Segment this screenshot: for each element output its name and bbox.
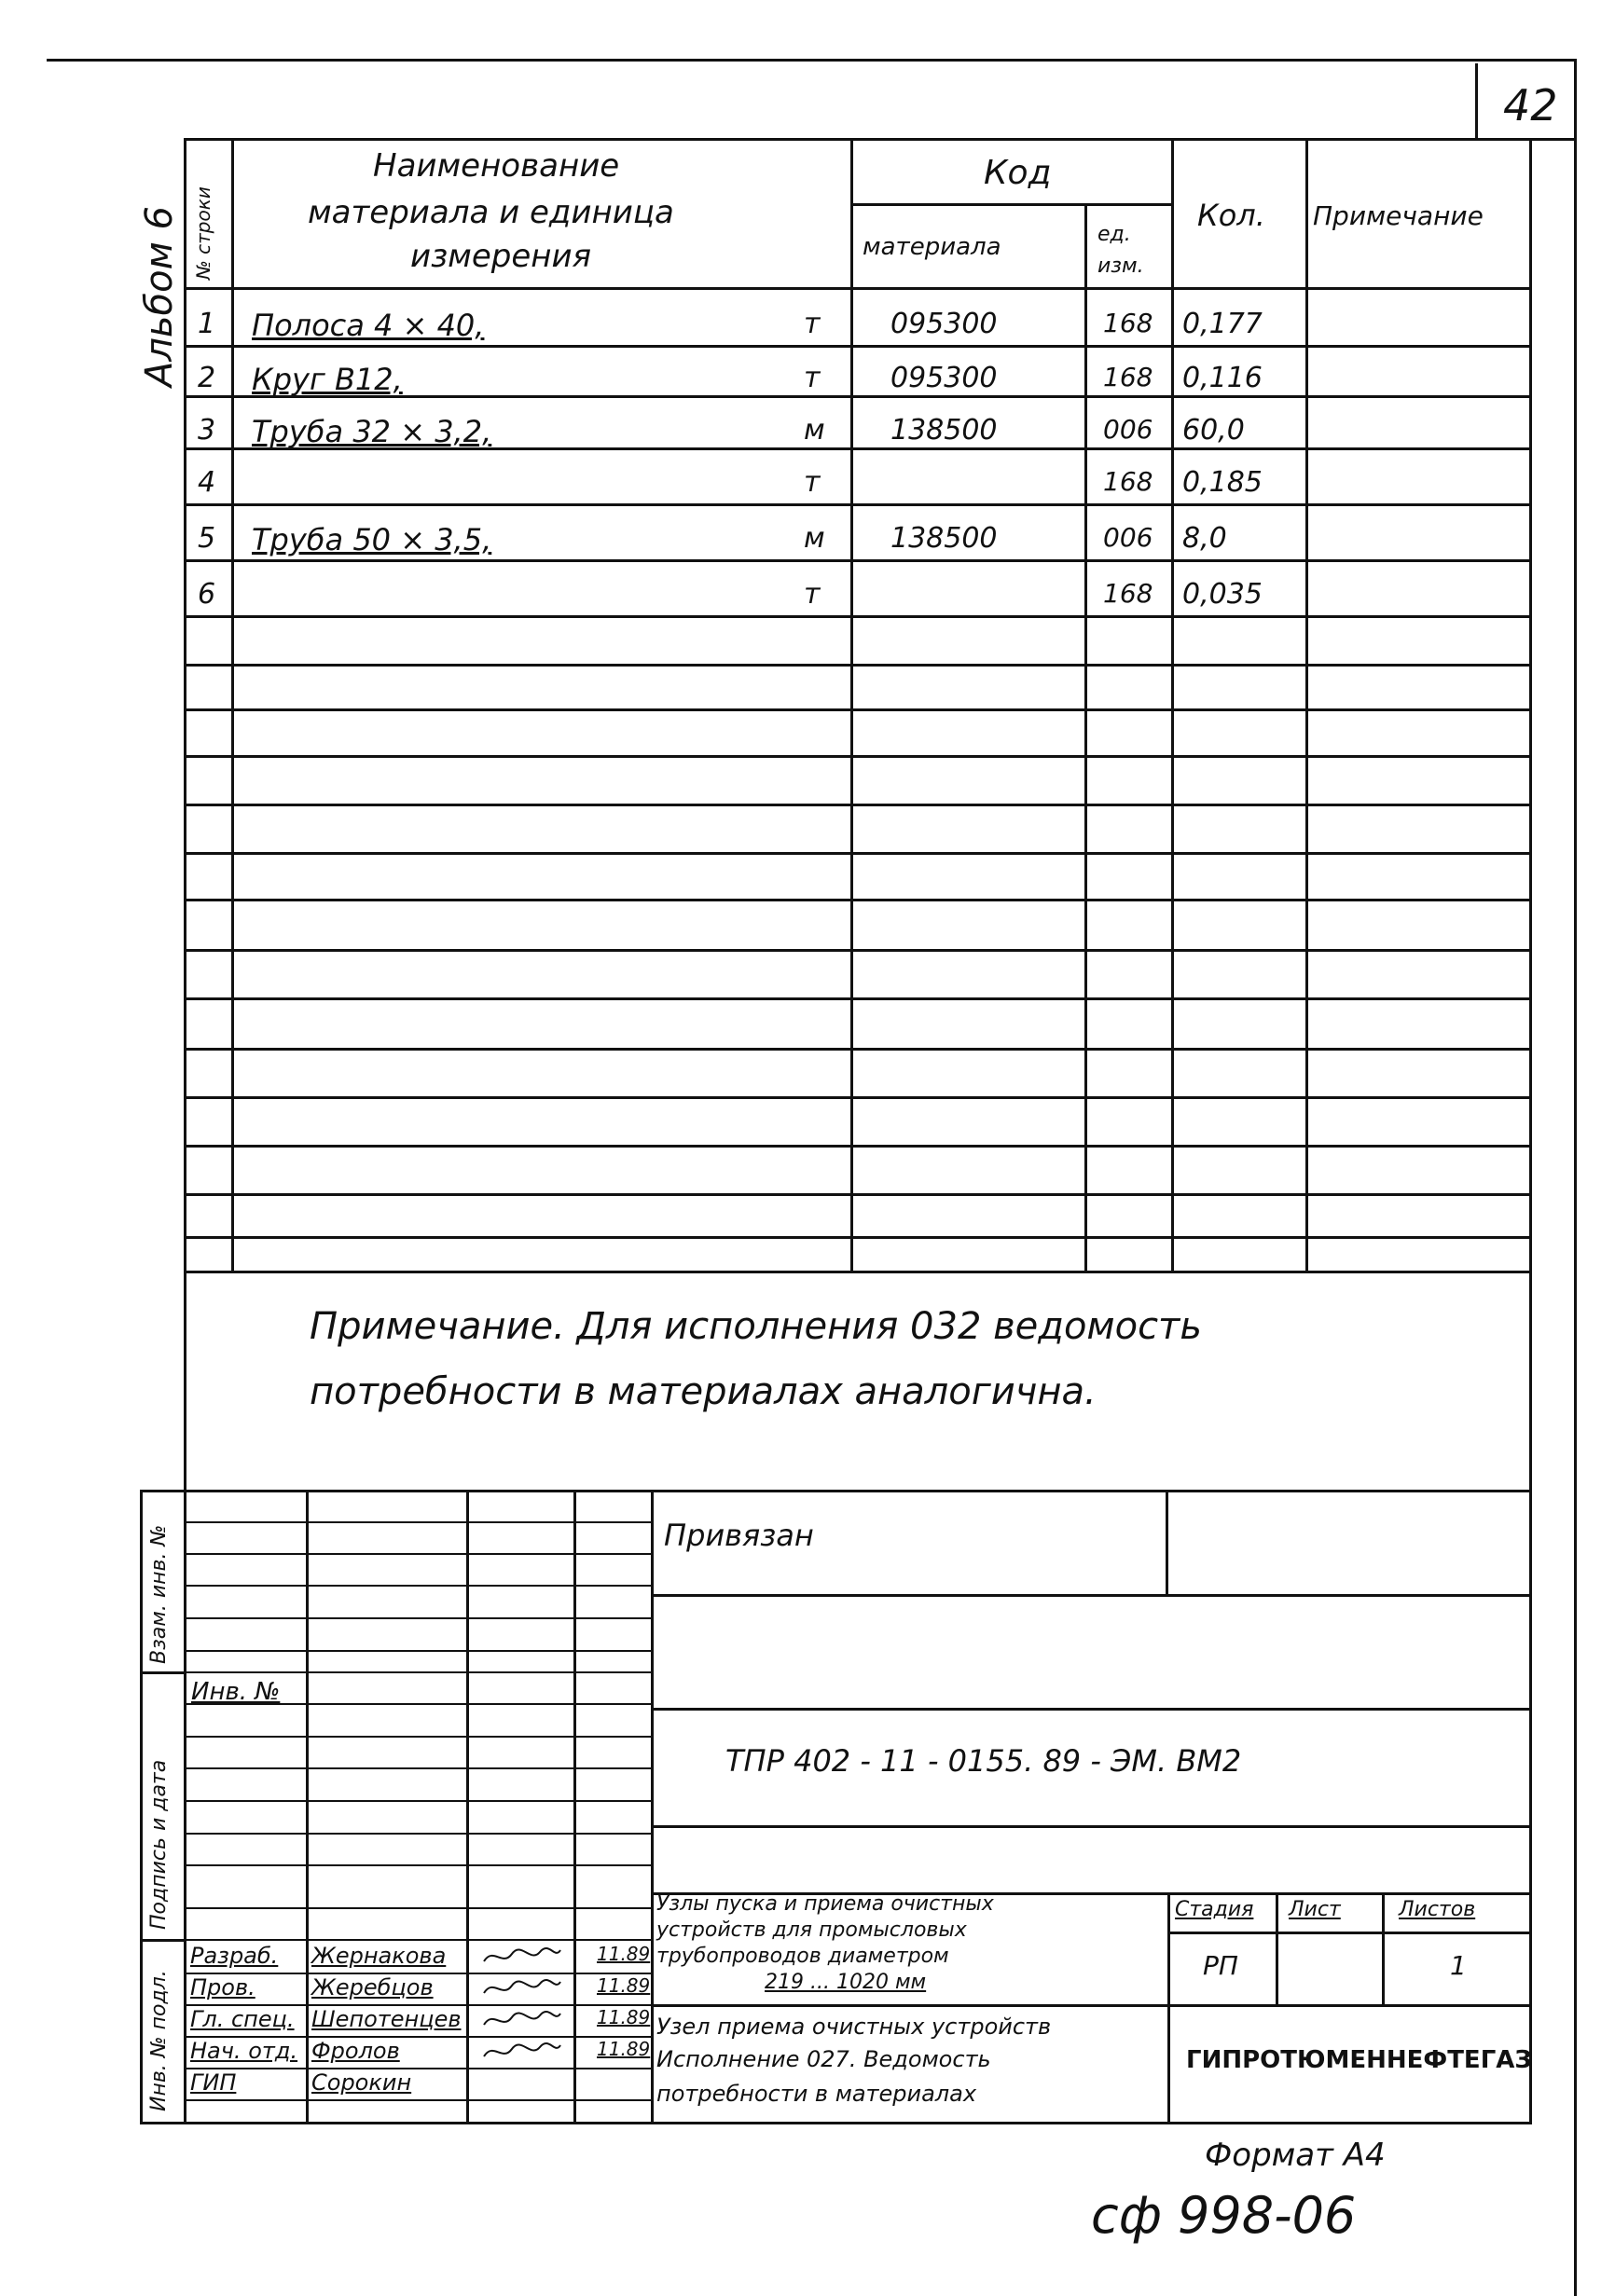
table-col-ucode [1084,203,1087,1271]
main-border-top [185,138,1531,141]
row-material-code: 138500 [890,522,998,555]
tb-sheet-col [1276,1892,1278,2004]
table-row-line [185,997,1531,1000]
row-number: 4 [198,466,216,499]
row-unit: м [804,414,825,447]
tb-privyazan-bottom [653,1594,1532,1597]
sheets-value: 1 [1450,1950,1467,1981]
title-block-row-line [185,2068,653,2069]
side-div-2 [140,1939,186,1942]
bottom-code: сф 998-06 [1091,2186,1357,2245]
staff-role: Разраб. [190,1943,279,1969]
org-name: ГИПРОТЮМЕННЕФТЕГАЗ [1186,2046,1532,2074]
table-row-line [185,852,1531,855]
desc-line-4: 219 ... 1020 мм [765,1971,927,1994]
row-unit-code: 006 [1103,414,1153,445]
title-block-row-line [185,1736,653,1738]
staff-date: 11.89 [597,1943,651,1965]
staff-name: Шепотенцев [311,2006,462,2032]
doc-code: ТПР 402 - 11 - 0155. 89 - ЭМ. ВМ2 [725,1743,1242,1779]
main-border-bottom [140,2122,1532,2124]
staff-role: Нач. отд. [190,2038,298,2064]
desc-line-3: трубопроводов диаметром [656,1945,949,1968]
table-row-line [185,1236,1531,1239]
row-unit: т [804,308,821,340]
staff-name: Жернакова [311,1943,447,1969]
row-qty: 0,177 [1182,308,1263,340]
tb-stage-label-line [1167,1932,1531,1934]
sheets-label: Листов [1399,1898,1476,1921]
row-qty: 8,0 [1182,522,1227,555]
table-row-line [185,1048,1531,1051]
staff-date: 11.89 [597,2038,651,2060]
row-unit: т [804,466,821,499]
header-name-line-2: материала и единица [308,194,674,231]
staff-role: ГИП [190,2069,237,2096]
table-row-line [185,708,1531,711]
table-row-line [185,1145,1531,1148]
row-material-code: 095300 [890,308,998,340]
staff-signature [480,2006,564,2038]
header-code-material: материала [863,233,1001,261]
staff-role: Гл. спец. [190,2006,295,2032]
staff-signature [480,1943,564,1974]
row-unit: т [804,362,821,394]
header-name-line-3: измерения [410,238,592,275]
right-border-outer [1574,59,1577,2296]
title-block-row-line [185,1833,653,1835]
tb-stage-col [1167,1892,1170,2124]
row-qty: 0,116 [1182,362,1263,394]
side-label-vzam: Взам. инв. № [147,1524,171,1664]
table-row-line [185,949,1531,952]
staff-signature [480,2038,564,2069]
row-name: Полоса 4 × 40, [252,308,485,343]
title-block-row-line [185,1800,653,1802]
table-col-qty [1171,138,1174,1271]
left-strip-outer [140,1490,143,2124]
tb-code-bottom [653,1825,1532,1828]
side-label-podpis: Подпись и дата [147,1759,171,1930]
title-block-row-line [185,1521,653,1523]
header-name-line-1: Наименование [373,147,620,185]
note-line-2: потребности в материалах аналогична. [310,1370,1097,1413]
staff-signature [480,1974,564,2006]
tb-code-top [653,1708,1532,1711]
title-block-row-line [185,1939,653,1941]
stage-label: Стадия [1175,1898,1254,1921]
row-number: 3 [198,414,216,447]
row-material-code: 138500 [890,414,998,447]
title-block-row-line [185,1617,653,1619]
note-line-1: Примечание. Для исполнения 032 ведомость [310,1305,1202,1348]
title-line-2: Исполнение 027. Ведомость [656,2046,991,2072]
top-rule [47,59,1576,62]
table-row-line [185,899,1531,901]
row-name: Труба 32 × 3,2, [252,414,492,449]
row-unit-code: 168 [1103,466,1153,497]
table-row-line [185,503,1531,506]
staff-name: Сорокин [311,2069,412,2096]
table-row-line [185,804,1531,806]
row-name: Круг В12, [252,362,403,397]
header-code-unit: ед. изм. [1097,223,1144,278]
privyazan-label: Привязан [664,1518,814,1553]
desc-line-1: Узлы пуска и приема очистных [656,1892,994,1916]
tb-sheets-col [1382,1892,1385,2004]
table-row-line [185,345,1531,348]
row-material-code: 095300 [890,362,998,394]
table-row-line [185,615,1531,618]
staff-date: 11.89 [597,1974,651,1997]
row-number: 2 [198,362,216,394]
title-block-row-line [185,1907,653,1909]
staff-role: Пров. [190,1974,255,2000]
stage-value: РП [1203,1950,1238,1981]
album-label: Альбом 6 [138,206,181,387]
title-block-row-line [185,1553,653,1555]
staff-name: Жеребцов [311,1974,434,2000]
side-label-inv-podl: Инв. № подл. [147,1970,171,2111]
header-note: Примечание [1313,200,1484,231]
format-label: Формат А4 [1205,2137,1386,2174]
main-border-left [184,138,186,2124]
row-unit: м [804,522,825,555]
staff-name: Фролов [311,2038,400,2064]
header-bottom [185,287,1531,290]
header-qty: Кол. [1197,198,1265,233]
sheet-number: 42 [1503,80,1558,131]
title-block-row-line [185,1650,653,1652]
table-row-line [185,1193,1531,1196]
side-div-1 [140,1671,186,1674]
header-code-divider [850,203,1173,206]
title-line-1: Узел приема очистных устройств [656,2014,1052,2040]
sheet-num-box-left [1475,63,1478,140]
title-block-row-line [185,1767,653,1769]
row-name: Труба 50 × 3,5, [252,522,492,557]
row-qty: 60,0 [1182,414,1245,447]
row-qty: 0,185 [1182,466,1263,499]
inv-no-label: Инв. № [191,1678,281,1706]
table-row-line [185,1096,1531,1099]
row-unit-code: 168 [1103,362,1153,392]
row-unit: т [804,578,821,611]
table-col-note [1305,138,1308,1271]
row-number: 1 [198,308,216,340]
row-qty: 0,035 [1182,578,1263,611]
sheet-label: Лист [1289,1898,1341,1921]
header-row-no: № строки [192,186,214,280]
title-line-3: потребности в материалах [656,2081,977,2107]
row-unit-code: 168 [1103,578,1153,609]
table-col-name [850,138,853,1271]
row-number: 5 [198,522,216,555]
title-block-row-line [185,1864,653,1866]
row-unit-code: 168 [1103,308,1153,338]
title-block-row-line [185,1585,653,1587]
row-unit-code: 006 [1103,522,1153,553]
title-block-row-line [185,1671,653,1673]
table-bottom [185,1271,1531,1273]
staff-date: 11.89 [597,2006,651,2028]
table-col-rowno [231,138,234,1271]
title-block-row-line [185,2099,653,2101]
header-code: Код [984,154,1052,192]
table-row-line [185,559,1531,562]
desc-line-2: устройств для промысловых [656,1918,967,1942]
tb-top [140,1490,1532,1492]
tb-privyazan-divider [1166,1490,1168,1595]
row-number: 6 [198,578,216,611]
table-row-line [185,664,1531,667]
tb-title-top [653,2004,1532,2007]
table-row-line [185,755,1531,758]
